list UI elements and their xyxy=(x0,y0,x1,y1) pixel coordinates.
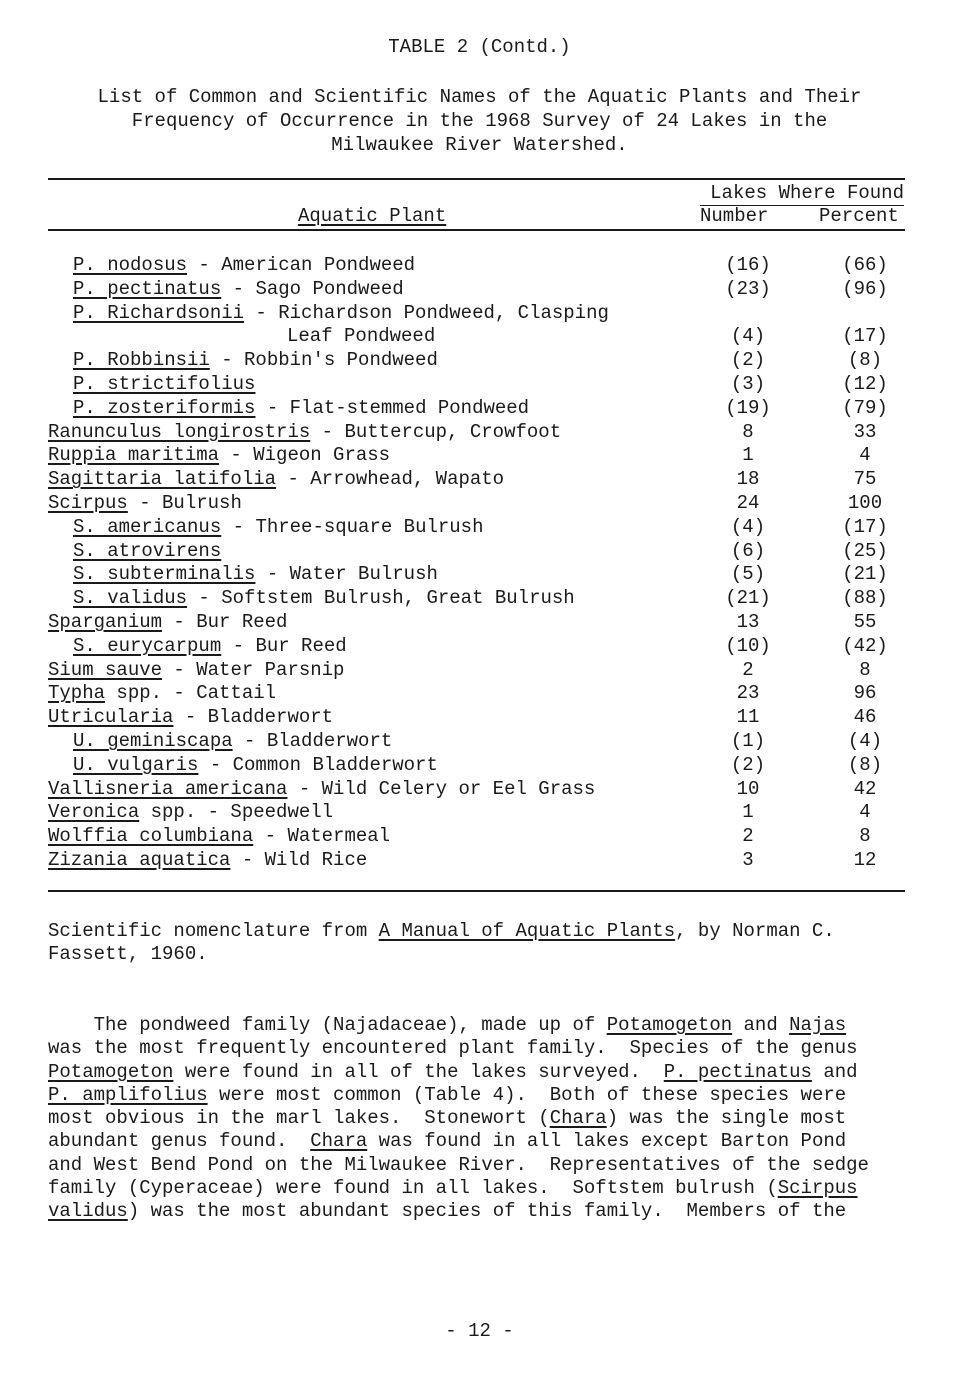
scientific-name: Zizania aquatica xyxy=(48,849,231,871)
scientific-name: Utricularia xyxy=(48,706,174,729)
scientific-name: P. pectinatus xyxy=(73,277,222,300)
lake-count: (2) xyxy=(730,753,766,776)
table-row xyxy=(0,851,959,875)
table-row xyxy=(0,420,959,447)
common-name: - Wigeon Grass xyxy=(219,444,391,467)
scientific-name: Chara xyxy=(549,1107,607,1130)
scientific-name: Wolffia columbiana xyxy=(48,825,254,848)
table-row xyxy=(0,732,959,756)
scientific-name: Sparganium xyxy=(48,611,163,633)
lake-percent: (96) xyxy=(842,277,888,300)
plant-name xyxy=(48,851,367,870)
caption-line-3: Milwaukee River Watershed. xyxy=(331,134,628,156)
lake-percent: 33 xyxy=(853,420,877,443)
common-name: - Common Bladderwort xyxy=(198,753,438,776)
lake-count: 1 xyxy=(742,801,754,824)
caption-line-1: List of Common and Scientific Names of the Aquatic Plants and Their xyxy=(97,86,862,108)
lake-count: (23) xyxy=(725,277,771,300)
common-name: - Flat-stemmed Pondweed xyxy=(255,396,530,419)
lake-percent: (21) xyxy=(842,563,888,586)
paragraph-line xyxy=(48,1154,918,1177)
table-row xyxy=(0,565,959,589)
scientific-name: P. strictifolius xyxy=(73,373,256,395)
paragraph-text: were found in all of the lakes surveyed. xyxy=(173,1060,664,1083)
body-paragraph xyxy=(48,1014,918,1224)
plant-name xyxy=(48,658,345,681)
common-name: - Robbin's Pondweed xyxy=(209,349,438,372)
scientific-name: Ranunculus longirostris xyxy=(48,420,311,443)
scientific-name: S. atrovirens xyxy=(73,539,222,562)
scientific-name: P. Robbinsii xyxy=(73,349,210,372)
scientific-name: P. amplifolius xyxy=(48,1083,208,1106)
lake-count: 2 xyxy=(742,825,754,848)
common-name: - Bur Reed xyxy=(221,634,347,657)
scientific-name: Chara xyxy=(310,1130,368,1153)
table-row xyxy=(0,256,959,280)
table-row xyxy=(0,827,959,851)
table-row xyxy=(0,803,959,827)
plant-name xyxy=(73,565,438,584)
lake-count: 23 xyxy=(736,682,760,705)
scientific-name: Scirpus xyxy=(48,492,128,514)
scientific-name: Scirpus xyxy=(777,1177,858,1200)
paragraph-line xyxy=(48,1200,918,1223)
common-name: Leaf Pondweed xyxy=(287,325,436,348)
paragraph-text: ) was the most abundant species of this family. Members of the xyxy=(127,1200,847,1223)
lake-percent: 8 xyxy=(859,658,871,681)
paragraph-text: were most common (Table 4). Both of these species were xyxy=(207,1083,847,1106)
table-row xyxy=(0,684,959,708)
scientific-name: Sium sauve xyxy=(48,658,163,681)
plant-name xyxy=(73,753,438,776)
scientific-name: S. americanus xyxy=(73,515,222,538)
lake-count: (19) xyxy=(725,396,771,419)
scientific-name: validus xyxy=(48,1200,128,1223)
column-header-plant: Aquatic Plant xyxy=(298,205,447,227)
plant-name xyxy=(48,470,504,489)
common-name: - Buttercup, Crowfoot xyxy=(310,420,562,443)
plant-name xyxy=(73,396,530,419)
lake-count: (2) xyxy=(730,349,766,372)
plant-name xyxy=(73,375,255,394)
lake-percent: 8 xyxy=(859,825,871,848)
paragraph-line xyxy=(48,1084,918,1107)
table-row xyxy=(0,613,959,637)
common-name: - Richardson Pondweed, Clasping xyxy=(244,301,609,324)
common-name: - American Pondweed xyxy=(187,254,416,276)
table-row xyxy=(0,396,959,423)
lake-count: 13 xyxy=(736,611,760,633)
lake-percent: (66) xyxy=(842,254,888,276)
paragraph-text: abundant genus found. xyxy=(48,1130,311,1153)
paragraph-line xyxy=(48,1014,918,1037)
lake-percent: 96 xyxy=(853,682,877,705)
lake-percent: (42) xyxy=(842,634,888,657)
scientific-name: P. zosteriformis xyxy=(73,396,256,419)
table-row xyxy=(0,589,959,613)
paragraph-text: and West Bend Pond on the Milwaukee River. Representatives of the sedge xyxy=(48,1153,869,1176)
lake-percent: 55 xyxy=(853,611,877,633)
table-row xyxy=(0,777,959,804)
plant-name xyxy=(73,277,404,300)
common-name: spp. - Cattail xyxy=(105,682,277,705)
table-top-rule xyxy=(48,178,905,180)
plant-name xyxy=(73,515,484,538)
column-header-number: Number xyxy=(700,205,769,227)
plant-name xyxy=(48,613,287,632)
lake-count: (1) xyxy=(730,730,766,752)
manual-title: A Manual of Aquatic Plants xyxy=(378,920,676,942)
table-row xyxy=(0,327,959,351)
scientific-name: Potamogeton xyxy=(48,1060,174,1083)
lake-count: (10) xyxy=(725,634,771,657)
scientific-name: U. geminiscapa xyxy=(73,730,233,752)
plant-name xyxy=(73,589,575,608)
lake-count: (5) xyxy=(730,563,766,586)
lake-count: 1 xyxy=(742,444,754,467)
plant-name xyxy=(48,827,390,846)
lake-percent: (8) xyxy=(847,753,883,776)
lake-count: (16) xyxy=(725,254,771,276)
caption-line-2: Frequency of Occurrence in the 1968 Survey of 24 Lakes in the xyxy=(131,110,828,132)
lake-count: 24 xyxy=(736,492,760,514)
table-row xyxy=(0,753,959,780)
common-name: - Three-square Bulrush xyxy=(221,515,484,538)
lake-percent: 46 xyxy=(853,706,877,729)
common-name: - Bur Reed xyxy=(162,611,288,633)
paragraph-text: and xyxy=(811,1060,858,1083)
column-header-percent: Percent xyxy=(819,205,899,227)
lake-percent: 75 xyxy=(853,468,877,491)
paragraph-line xyxy=(48,1037,918,1060)
scientific-name: Vallisneria americana xyxy=(48,777,288,800)
plant-name xyxy=(287,327,435,346)
paragraph-text: was the most frequently encountered plant family. Species of the genus xyxy=(48,1037,858,1060)
scientific-name: S. eurycarpum xyxy=(73,634,222,657)
lake-percent: 4 xyxy=(859,801,871,824)
lake-percent: 12 xyxy=(853,849,877,871)
scientific-name: Typha xyxy=(48,682,106,705)
table-header-rule xyxy=(48,229,905,231)
lake-count: (4) xyxy=(730,325,766,348)
scientific-name: Potamogeton xyxy=(606,1014,733,1036)
table-row xyxy=(0,301,959,328)
common-name: - Softstem Bulrush, Great Bulrush xyxy=(187,587,575,610)
plant-name xyxy=(73,256,415,275)
lake-percent: (88) xyxy=(842,587,888,610)
lake-count: 2 xyxy=(742,658,754,681)
plant-name xyxy=(48,708,333,727)
lake-count: (4) xyxy=(730,515,766,538)
paragraph-line xyxy=(48,1130,918,1153)
lake-percent: (79) xyxy=(842,396,888,419)
common-name: spp. - Speedwell xyxy=(139,801,334,824)
paragraph-line xyxy=(48,1107,918,1130)
table-row xyxy=(0,494,959,518)
lake-count: 8 xyxy=(742,420,754,443)
scientific-name: P. pectinatus xyxy=(663,1060,812,1083)
lake-percent: (17) xyxy=(842,515,888,538)
table-row xyxy=(0,470,959,494)
lake-percent: (25) xyxy=(842,539,888,562)
scientific-name: P. nodosus xyxy=(73,254,188,276)
plant-name xyxy=(48,446,390,465)
common-name: - Watermeal xyxy=(253,825,391,848)
lake-count: (3) xyxy=(730,373,766,395)
common-name: - Bulrush xyxy=(127,492,242,514)
table-row xyxy=(0,375,959,399)
plant-name xyxy=(48,494,242,513)
common-name: - Bladderwort xyxy=(232,730,393,752)
column-group-header: Lakes Where Found xyxy=(710,182,904,204)
common-name: - Water Parsnip xyxy=(162,658,345,681)
plant-name xyxy=(48,803,333,822)
plant-name xyxy=(73,539,222,562)
common-name: - Water Bulrush xyxy=(255,563,438,586)
common-name: - Arrowhead, Wapato xyxy=(276,468,505,491)
lake-count: (21) xyxy=(725,587,771,610)
paragraph-text: and xyxy=(732,1014,790,1036)
paragraph-text: The pondweed family (Najadaceae), made up of xyxy=(48,1014,607,1036)
table-bottom-rule xyxy=(48,890,905,892)
common-name: - Wild Rice xyxy=(230,849,368,871)
paragraph-text: most obvious in the marl lakes. Stonewort ( xyxy=(48,1107,550,1130)
lake-count: (6) xyxy=(730,539,766,562)
table-row xyxy=(0,708,959,732)
scientific-name: U. vulgaris xyxy=(73,753,199,776)
table-row xyxy=(0,351,959,375)
nomenclature-note: Scientific nomenclature from A Manual of Aquatic Plants, by Norman C. xyxy=(48,920,835,942)
scientific-name: Veronica xyxy=(48,801,140,824)
plant-name xyxy=(73,351,438,370)
paragraph-line xyxy=(48,1177,918,1200)
table-row xyxy=(0,658,959,685)
plant-name xyxy=(73,732,392,751)
scientific-name: S. validus xyxy=(73,587,188,610)
plant-name xyxy=(73,301,609,324)
lake-count: 10 xyxy=(736,777,760,800)
table-row xyxy=(0,539,959,566)
scientific-name: Ruppia maritima xyxy=(48,444,220,467)
common-name: - Sago Pondweed xyxy=(221,277,404,300)
table-row xyxy=(0,634,959,661)
lake-percent: (4) xyxy=(847,730,883,752)
paragraph-text: was found in all lakes except Barton Pond xyxy=(367,1130,847,1153)
scientific-name: Sagittaria latifolia xyxy=(48,468,277,491)
lake-count: 3 xyxy=(742,849,754,871)
lake-percent: (12) xyxy=(842,373,888,395)
lake-percent: 100 xyxy=(847,492,883,514)
scientific-name: Najas xyxy=(789,1014,847,1036)
lake-percent: 42 xyxy=(853,777,877,800)
paragraph-text: family (Cyperaceae) were found in all lakes. Softstem bulrush ( xyxy=(48,1177,778,1200)
table-row xyxy=(0,277,959,304)
lake-percent: (8) xyxy=(847,349,883,372)
plant-name xyxy=(48,777,596,800)
table-label: TABLE 2 (Contd.) xyxy=(388,36,571,58)
paragraph-line xyxy=(48,1061,918,1084)
paragraph-text: ) was the single most xyxy=(606,1107,847,1130)
lake-percent: (17) xyxy=(842,325,888,348)
table-row xyxy=(0,446,959,470)
scientific-name: P. Richardsonii xyxy=(73,301,245,324)
plant-name xyxy=(73,634,347,657)
nomenclature-note-line-2: Fassett, 1960. xyxy=(48,943,208,965)
plant-name xyxy=(48,684,276,703)
lake-count: 11 xyxy=(736,706,760,729)
plant-name xyxy=(48,420,562,443)
common-name: - Wild Celery or Eel Grass xyxy=(287,777,596,800)
common-name: - Bladderwort xyxy=(173,706,334,729)
lake-percent: 4 xyxy=(859,444,871,467)
page-number: - 12 - xyxy=(445,1320,514,1342)
lake-count: 18 xyxy=(736,468,760,491)
table-row xyxy=(0,515,959,542)
scientific-name: S. subterminalis xyxy=(73,563,256,586)
